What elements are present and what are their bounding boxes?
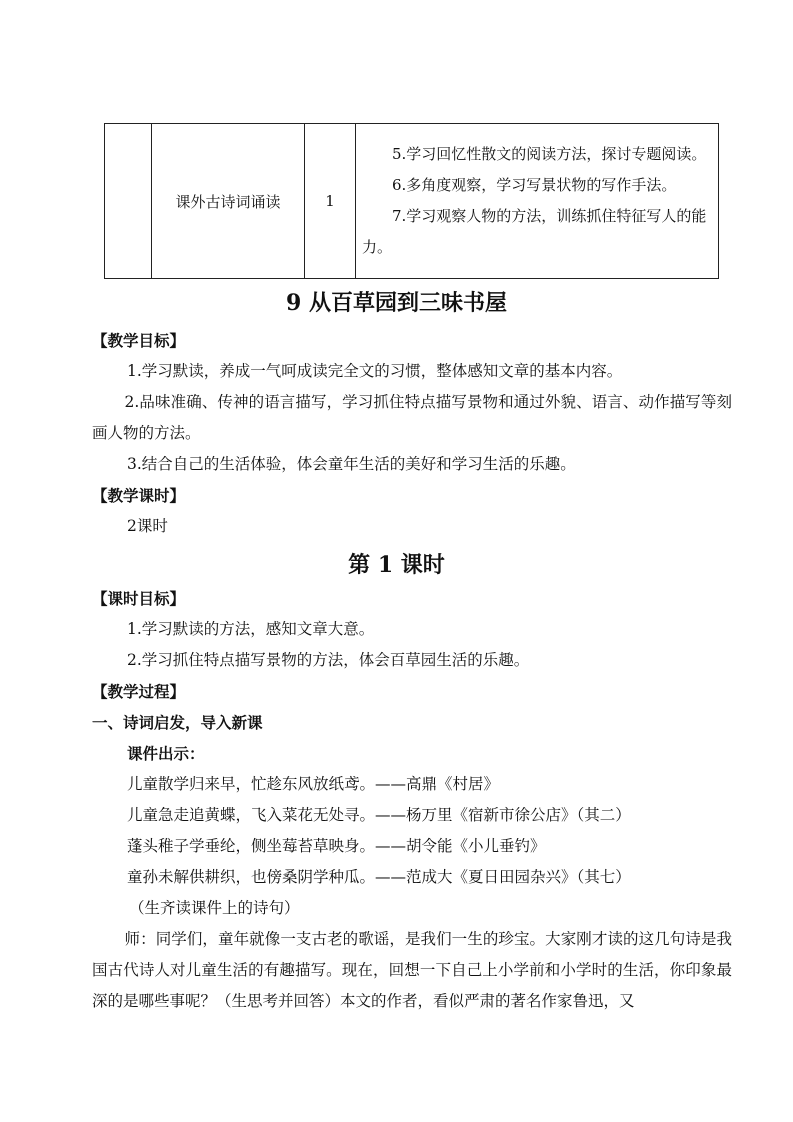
goal-item: 6.多角度观察，学习写景状物的写作手法。 [392, 176, 677, 194]
plan-table [104, 123, 719, 279]
period-title: 第 1 课时 [348, 552, 445, 578]
courseware-label: 课件出示： [127, 744, 205, 763]
goal-item: 2.品味准确、传神的语言描写，学习抓住特点描写景物和通过外貌、语言、动作描写等刻画人物的方法。 [92, 393, 732, 442]
goal-item: 1.学习默读，养成一气呵成读完全文的习惯，整体感知文章的基本内容。 [127, 362, 623, 380]
goals-heading: 【教学目标】 [92, 331, 186, 350]
reading-note: （生齐读课件上的诗句） [129, 899, 300, 917]
table-cell-activity: 课外古诗词诵读 [152, 124, 305, 279]
goal-item: 5.学习回忆性散文的阅读方法，探讨专题阅读。 [392, 145, 707, 163]
poem-line: 蓬头稚子学垂纶，侧坐莓苔草映身。——胡令能《小儿垂钓》 [127, 837, 546, 855]
period-goal-item: 2.学习抓住特点描写景物的方法，体会百草园生活的乐趣。 [127, 651, 530, 669]
table-cell-blank [105, 124, 152, 279]
poem-line: 童孙未解供耕织，也傍桑阴学种瓜。——范成大《夏日田园杂兴》（其七） [127, 868, 631, 886]
hours-heading: 【教学课时】 [92, 486, 186, 505]
section-heading: 一、诗词启发，导入新课 [92, 713, 263, 732]
poem-line: 儿童急走追黄蝶，飞入菜花无处寻。——杨万里《宿新市徐公店》（其二） [127, 806, 631, 824]
period-goals-heading: 【课时目标】 [92, 589, 186, 608]
period-goal-item: 1.学习默读的方法，感知文章大意。 [127, 620, 375, 638]
poem-line: 儿童散学归来早，忙趁东风放纸鸢。——高鼎《村居》 [127, 775, 500, 793]
goal-item: 7.学习观察人物的方法，训练抓住特征写人的能力。 [362, 207, 707, 256]
table-cell-goals [356, 124, 719, 279]
process-heading: 【教学过程】 [92, 682, 186, 701]
goal-item: 3.结合自己的生活体验，体会童年生活的美好和学习生活的乐趣。 [127, 455, 576, 473]
lesson-goals-section [92, 325, 732, 542]
table-row [105, 124, 719, 279]
period-section [92, 583, 732, 1017]
lesson-title: 9 从百草园到三味书屋 [286, 290, 507, 316]
table-cell-hours: 1 [305, 124, 356, 279]
hours-value: 2课时 [127, 517, 168, 535]
teacher-paragraph: 师：同学们，童年就像一支古老的歌谣，是我们一生的珍宝。大家刚才读的这几句诗是我国古代诗人对儿童生活的有趣描写。现在，回想一下自己上小学前和小学时的生活，你印象最深的是哪些事呢？（生思考并回答）本文的作者，看似严肃的著名作家鲁迅，又 [92, 930, 732, 1010]
